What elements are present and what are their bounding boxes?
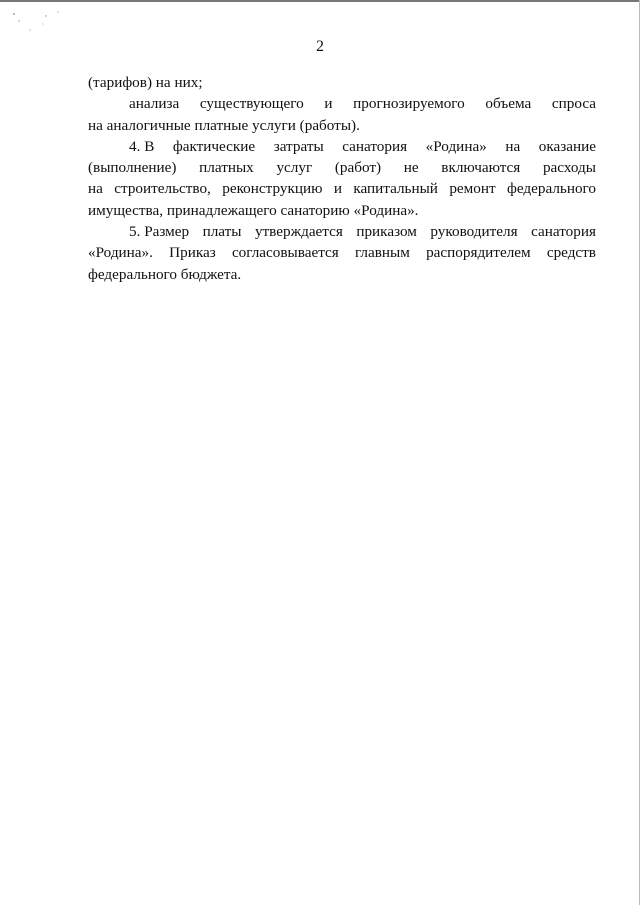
text-word: 4. В: [129, 137, 155, 155]
text-word: расходы: [542, 159, 596, 177]
text-fragment: на аналогичные платные услуги (работы).: [88, 116, 360, 134]
text-word: «Родина».: [88, 244, 153, 262]
text-word: спроса: [551, 95, 596, 113]
text-word: и: [324, 95, 333, 113]
text-word: согласовывается: [231, 244, 339, 262]
text-word: фактические: [172, 137, 256, 155]
scan-top-edge: [0, 0, 640, 2]
text-line: [88, 264, 596, 285]
text-word: средств: [546, 244, 596, 262]
text-word: прогнозируемого: [353, 95, 465, 113]
text-word: на: [505, 137, 521, 155]
text-line: [88, 93, 596, 114]
text-line: [88, 200, 596, 221]
text-line: [88, 178, 596, 199]
document-body: [88, 72, 596, 285]
text-word: ремонт: [449, 180, 496, 198]
text-line: [88, 115, 596, 136]
text-word: (выполнение): [88, 159, 177, 177]
scan-noise-specks: [10, 10, 70, 40]
text-word: санатория: [531, 223, 596, 241]
text-word: руководителя: [430, 223, 518, 241]
text-word: «Родина»: [425, 137, 487, 155]
text-word: приказом: [356, 223, 417, 241]
page-number: 2: [316, 38, 324, 55]
text-word: платных: [199, 159, 254, 177]
text-word: не: [403, 159, 419, 177]
text-word: Приказ: [169, 244, 216, 262]
text-word: (работ): [334, 159, 382, 177]
text-line: [88, 157, 596, 178]
text-word: распорядителем: [426, 244, 531, 262]
text-word: утверждается: [254, 223, 343, 241]
text-fragment: имущества, принадлежащего санаторию «Родина».: [88, 201, 419, 219]
text-fragment: федерального бюджета.: [88, 265, 242, 283]
text-fragment: (тарифов) на них;: [88, 74, 203, 91]
text-word: на: [88, 180, 103, 198]
text-line: [88, 242, 596, 263]
text-word: капитальный: [353, 180, 438, 198]
text-word: платы: [202, 223, 242, 241]
text-line: [88, 221, 596, 242]
text-word: 5. Размер: [129, 223, 190, 241]
text-word: санатория: [342, 137, 408, 155]
text-word: строительство,: [114, 180, 211, 198]
text-word: главным: [354, 244, 410, 262]
text-line: [88, 136, 596, 157]
text-word: услуг: [276, 159, 313, 177]
text-word: оказание: [538, 137, 596, 155]
text-word: затраты: [273, 137, 324, 155]
text-line: [88, 72, 596, 93]
text-word: реконструкцию: [222, 180, 323, 198]
text-word: включаются: [441, 159, 521, 177]
text-word: существующего: [199, 95, 304, 113]
text-word: федерального: [507, 180, 596, 198]
text-word: объема: [485, 95, 532, 113]
text-word: и: [333, 180, 342, 198]
text-word: анализа: [129, 95, 180, 113]
